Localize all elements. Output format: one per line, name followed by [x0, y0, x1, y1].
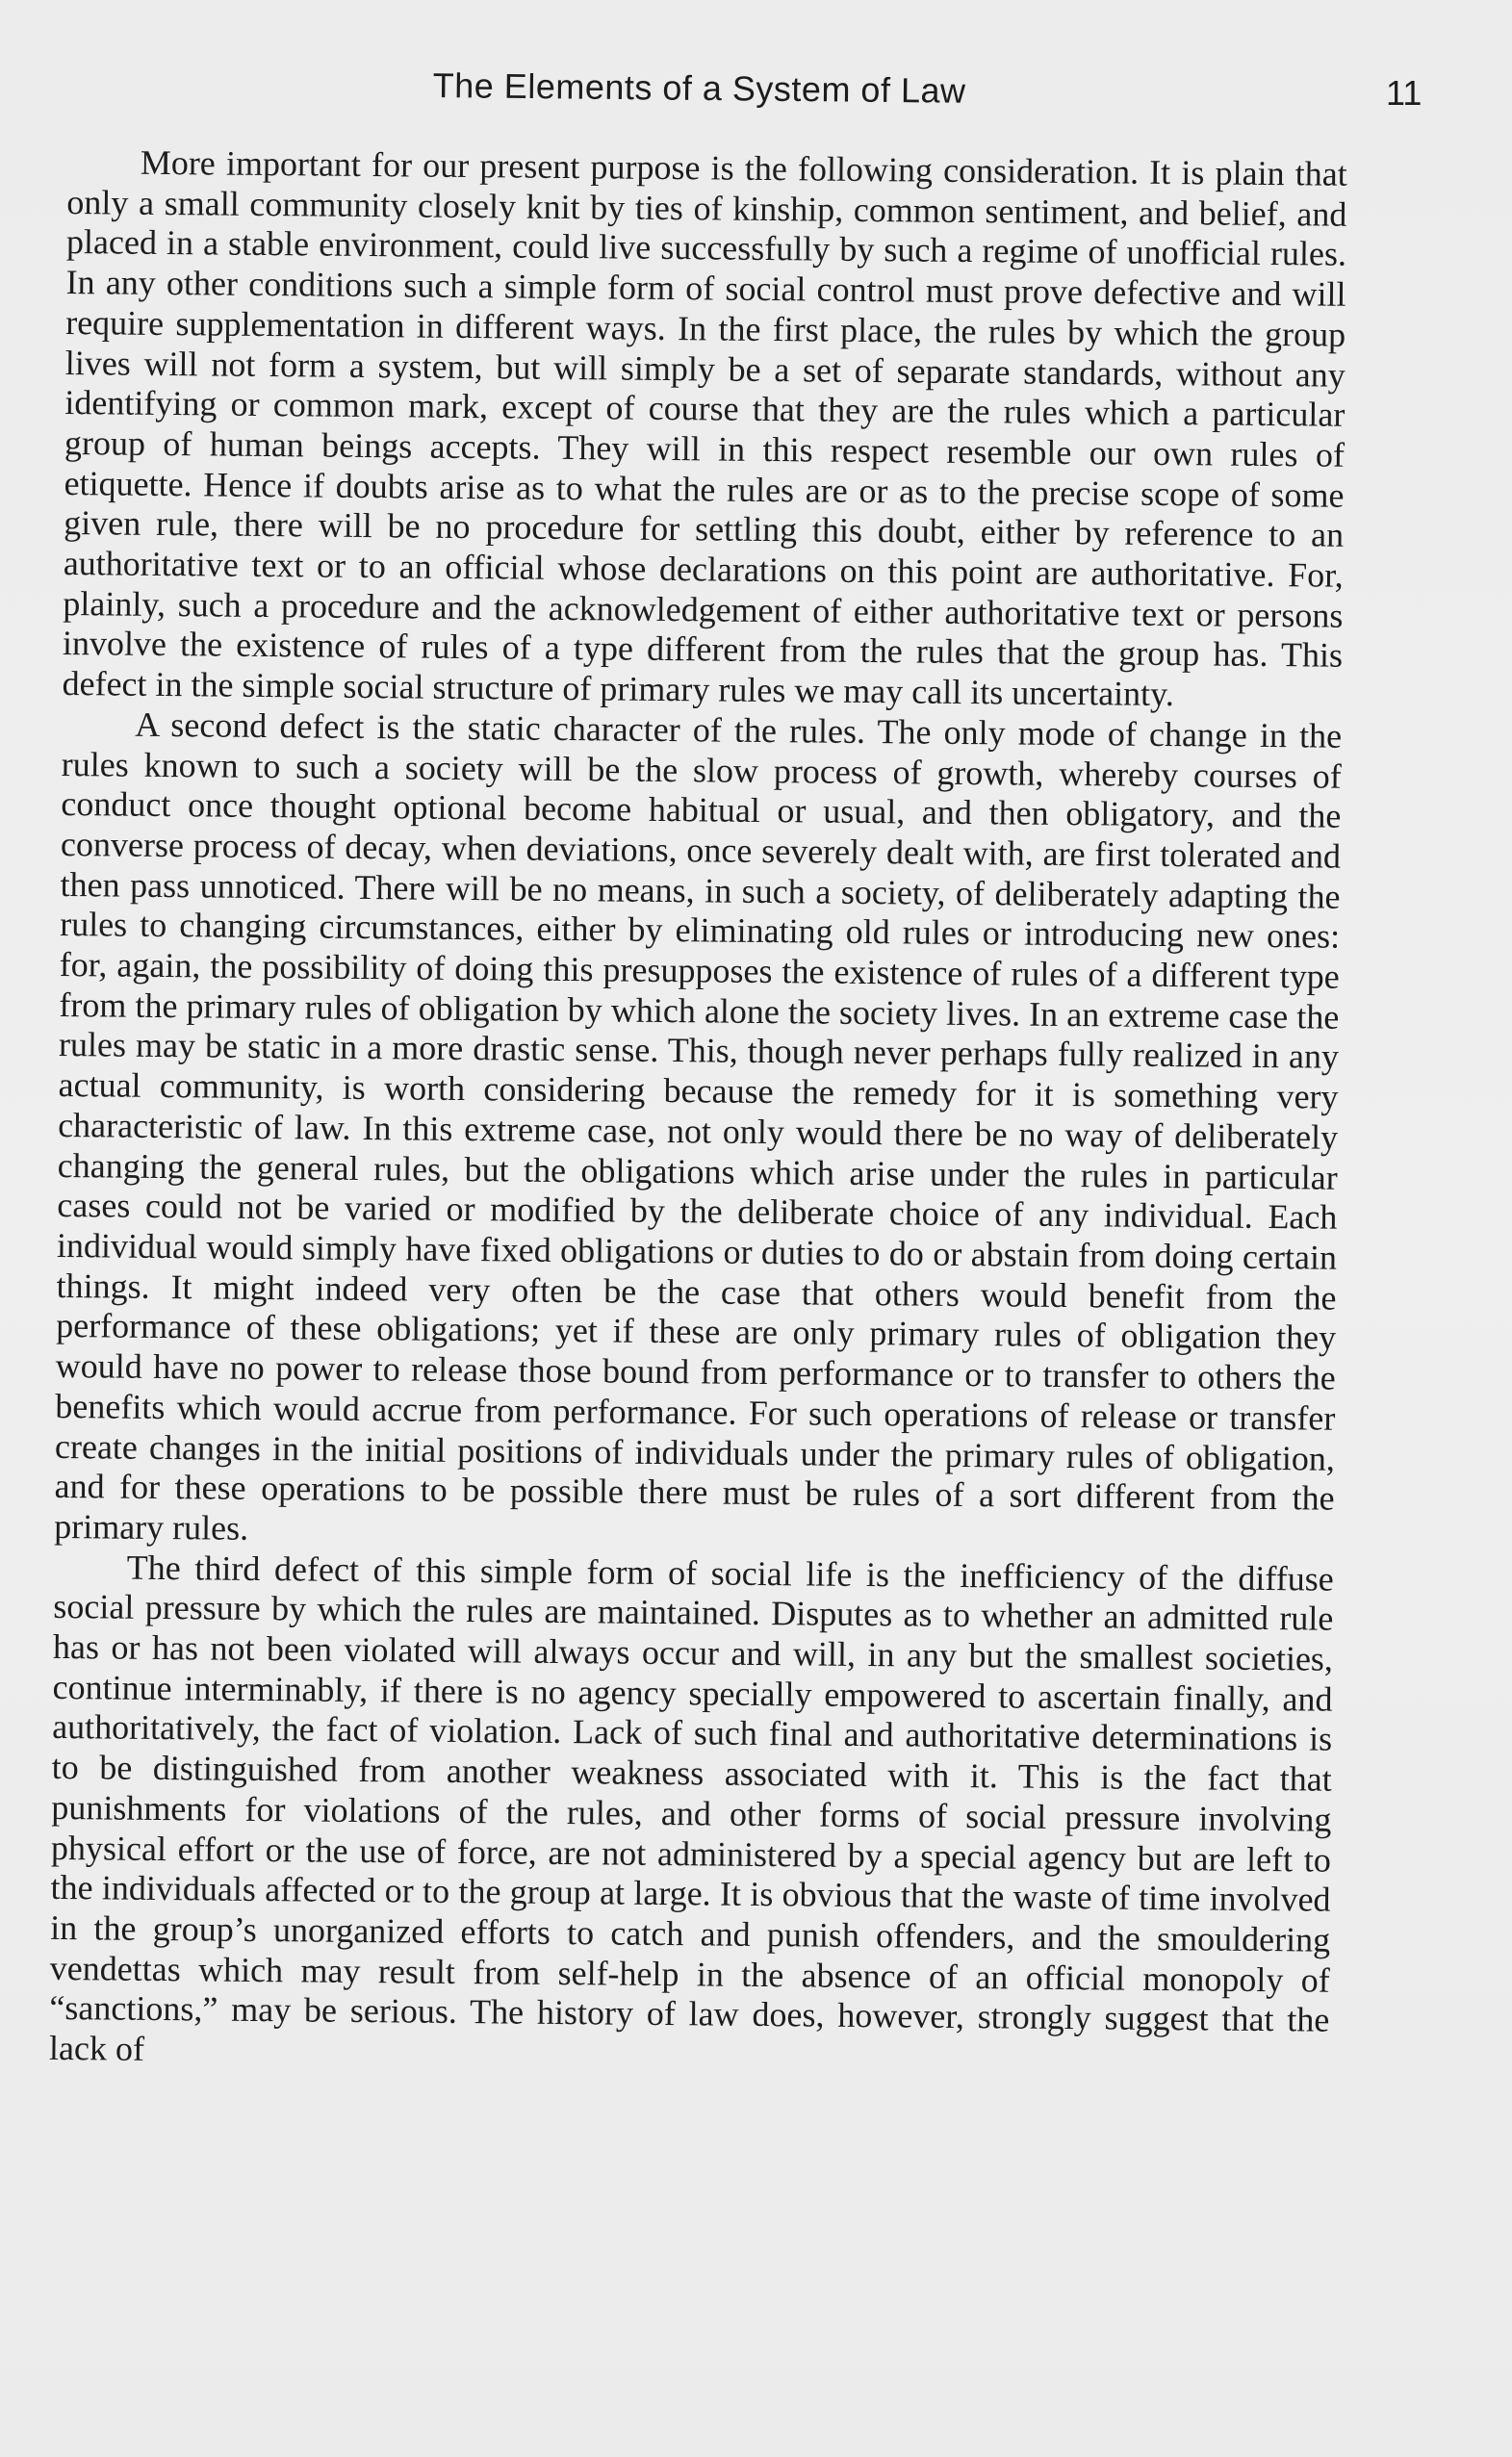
paragraph-uncertainty: More important for our present purpose is the following consideration. It is plain that only a small community closely knit by ties of kinship, common sentiment, and belief, and placed in a stable environment, could live successfully by such a regime of unofficial rules. In any other conditions such a simple form of social control must prove defective and will require supplementation in different ways. In the first place, the rules by which the group lives will not form a system, but will simply be a set of separate standards, without any identifying or common mark, except of course that they are the rules which a particular group of human beings accepts. They will in this respect resemble our own rules of etiquette. Hence if doubts arise as to what the rules are or as to the precise scope of some given rule, there will be no procedure for settling this doubt, either by reference to an authoritative text or to an official whose declarations on this point are authoritative. For, plainly, such a procedure and the acknowledgement of either authoritative text or persons involve the existence of rules of a type different from the rules that the group has. This defect in the simple social structure of primary rules we may call its uncertainty. [62, 142, 1347, 714]
paragraph-static-character: A second defect is the static character of the rules. The only mode of change in the rules known to such a society will be the slow process of growth, whereby courses of conduct once thought optional become habitual or usual, and then obligatory, and the converse process of decay, when deviations, once severely dealt with, are first tolerated and then pass unnoticed. There will be no means, in such a society, of deliberately adapting the rules to changing circumstances, either by eliminating old rules or introducing new ones: for, again, the possibility of doing this presupposes the existence of rules of a different type from the primary rules of obligation by which alone the society lives. In an extreme case the rules may be static in a more drastic sense. This, though never perhaps fully realized in any actual community, is worth considering because the remedy for it is something very characteristic of law. In this extreme case, not only would there be no way of deliberately changing the general rules, but the obligations which arise under the rules in particular cases could not be varied or modified by the deliberate choice of any individual. Each individual would simply have fixed obligations or duties to do or abstain from doing certain things. It might indeed very often be the case that others would benefit from the performance of these obligations; yet if these are only primary rules of obligation they would have no power to release those bound from performance or to transfer to others the benefits which would accrue from performance. For such operations of release or transfer create changes in the initial positions of individuals under the primary rules of obligation, and for these operations to be possible there must be rules of a sort different from the primary rules. [54, 704, 1343, 1548]
running-title: The Elements of a System of Law [432, 65, 966, 111]
running-head [0, 65, 1512, 114]
page-number: 11 [1386, 73, 1422, 113]
body-text [49, 142, 1347, 2081]
paragraph-inefficiency: The third defect of this simple form of social life is the inefficiency of the diffuse social pressure by which the rules are maintained. Disputes as to whether an admitted rule has or has not been violated will always occur and will, in any but the smallest societies, continue interminably, if there is no agency specially empowered to ascertain finally, and authoritatively, the fact of violation. Lack of such final and authoritative determinations is to be distinguished from another weakness associated with it. This is the fact that punishments for violations of the rules, and other forms of social pressure involving physical effort or the use of force, are not administered by a special agency but are left to the individuals affected or to the group at large. It is obvious that the waste of time involved in the group’s unorganized efforts to catch and punish offenders, and the smouldering vendettas which may result from self-help in the absence of an official monopoly of “sanctions,” may be serious. The history of law does, however, strongly suggest that the lack of [48, 1548, 1334, 2068]
